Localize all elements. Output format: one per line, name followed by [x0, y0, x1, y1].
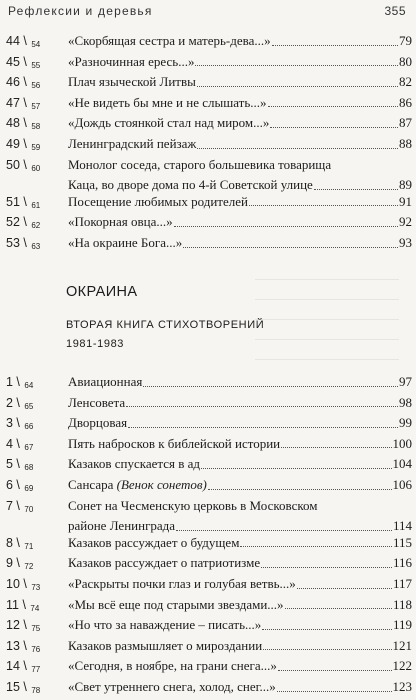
entry-number: [6, 477, 68, 498]
entry-title: [68, 498, 317, 515]
entry-separator: \: [12, 395, 24, 410]
entry-index: 14: [6, 659, 20, 674]
page-number: 355: [384, 4, 406, 18]
leader-dots: [183, 246, 398, 248]
entry-number: [6, 535, 68, 556]
entry-separator: \: [12, 556, 24, 571]
entry-title-text: Пять набросков к библейской истории: [68, 435, 281, 451]
entry-number: [6, 555, 68, 576]
entry-title-text: «Покорная овца...»: [68, 214, 173, 230]
entry-index: 11: [6, 597, 19, 612]
leader-dots: [297, 587, 392, 589]
entry-title: [68, 555, 260, 572]
entry-page: 93: [399, 234, 412, 250]
entry-number: [6, 235, 68, 256]
entry-title-text: «Сегодня, в ноябре, на грани снега...»: [68, 658, 277, 674]
entry-page: 99: [399, 415, 412, 431]
leader-dots: [277, 690, 392, 692]
toc-entry: [6, 576, 412, 597]
running-header: [8, 4, 408, 22]
entry-separator: \: [18, 597, 30, 612]
entry-sub-index: 65: [24, 401, 34, 411]
entry-separator: \: [19, 235, 31, 250]
entry-number: [6, 415, 68, 436]
entry-index: 48: [6, 116, 20, 131]
entry-separator: \: [19, 618, 31, 633]
entry-index: 3: [6, 416, 13, 431]
entry-index: 9: [6, 556, 13, 571]
entry-sub-index: 59: [31, 142, 41, 152]
entry-sub-index: 69: [24, 483, 34, 493]
entry-separator: \: [12, 375, 24, 389]
toc-entry: [6, 33, 412, 54]
entry-title: [68, 177, 313, 194]
entry-title: [68, 115, 269, 132]
entry-number: [6, 658, 68, 679]
toc-entry: [6, 597, 412, 618]
entry-separator: \: [19, 75, 31, 90]
entry-separator: \: [19, 576, 31, 591]
entry-title-text: Монолог соседа, старого большевика товарища: [68, 156, 332, 172]
entry-separator: \: [19, 95, 31, 110]
entry-number: [6, 54, 68, 75]
toc-entry: [6, 54, 412, 75]
entry-title-text: Плач языческой Литвы: [68, 74, 196, 90]
entry-sub-index: 78: [31, 685, 41, 695]
entry-number: [6, 679, 68, 700]
entry-page: 91: [399, 193, 412, 209]
entry-number: [6, 95, 68, 116]
leader-dots: [314, 188, 398, 190]
entry-sub-index: 76: [31, 644, 41, 654]
entry-title: [68, 535, 239, 552]
entry-page: 106: [392, 476, 412, 492]
entry-index: 15: [6, 679, 20, 694]
toc-entry: [6, 157, 412, 178]
entry-page: 80: [399, 53, 412, 69]
entry-number: [6, 576, 68, 597]
leader-dots: [197, 85, 398, 87]
entry-title: [68, 395, 125, 412]
entry-title-text: Сансара: [68, 476, 114, 492]
leader-dots: [249, 204, 398, 206]
entry-title-text: «Скорбящая сестра и матерь-дева...»: [68, 33, 271, 48]
toc-entry: [6, 74, 412, 95]
entry-sub-index: 60: [31, 163, 41, 173]
entry-sub-index: 55: [31, 60, 41, 70]
toc-entry: [6, 617, 412, 638]
bleed-through-shadow: [255, 268, 415, 368]
entry-title: [68, 638, 262, 655]
entry-title-text: «На окраине Бога...»: [68, 234, 183, 250]
entry-index: 12: [6, 618, 20, 633]
entry-index: 10: [6, 576, 20, 591]
entry-index: 49: [6, 136, 20, 151]
entry-sub-index: 61: [31, 200, 41, 210]
entry-separator: \: [19, 136, 31, 151]
entry-separator: \: [19, 215, 31, 230]
entry-separator: \: [12, 535, 24, 550]
entry-separator: \: [19, 659, 31, 674]
entry-sub-index: 73: [31, 582, 41, 592]
entry-page: 115: [392, 534, 412, 550]
leader-dots: [197, 147, 398, 149]
entry-separator: \: [12, 457, 24, 472]
entry-sub-index: 72: [24, 562, 34, 572]
entry-number: [6, 214, 68, 235]
entry-title-text: «Не видеть бы мне и не слышать...»: [68, 94, 267, 110]
entry-page: 87: [399, 115, 412, 131]
entry-title-text: Казаков спускается в ад: [68, 456, 200, 472]
entry-page: 88: [399, 135, 412, 151]
entry-number: [6, 436, 68, 457]
entry-title-text: Казаков рассуждает о патриотизме: [68, 555, 261, 571]
entry-sub-index: 64: [24, 381, 34, 390]
entry-index: 50: [6, 157, 20, 172]
entry-index: 2: [6, 395, 13, 410]
entry-title: [68, 679, 276, 696]
entry-title-text: «Дождь стоянкой стал над миром...»: [68, 115, 270, 131]
entry-title: [68, 74, 196, 91]
leader-dots: [126, 405, 398, 407]
entry-number: [6, 115, 68, 136]
entry-title: [68, 518, 175, 535]
entry-page: 118: [392, 596, 412, 612]
entry-sub-index: 77: [31, 665, 41, 675]
entry-number: [6, 597, 68, 618]
entry-number: [6, 33, 68, 54]
entry-index: 47: [6, 95, 20, 110]
entry-note: (Венок сонетов): [116, 476, 207, 492]
entry-number: [6, 456, 68, 477]
entry-title: [68, 194, 248, 211]
leader-dots: [262, 628, 392, 630]
leader-dots: [285, 607, 392, 609]
entry-title: [68, 214, 173, 231]
entry-sub-index: 66: [24, 422, 34, 432]
toc-entry: [6, 456, 412, 477]
entry-page: 123: [392, 678, 412, 694]
entry-title: [68, 157, 331, 174]
entry-title: [68, 436, 280, 453]
entry-page: 121: [392, 637, 412, 653]
entry-number: [6, 157, 68, 178]
entry-sub-index: 68: [24, 463, 34, 473]
entry-title-text: Посещение любимых родителей: [68, 193, 248, 209]
toc-entry: [6, 638, 412, 659]
entry-page: 117: [392, 575, 412, 591]
entry-separator: \: [19, 116, 31, 131]
entry-title-text: «Разночинная ересь...»: [68, 53, 195, 69]
entry-index: 51: [6, 194, 20, 209]
entry-title: [68, 374, 142, 391]
entry-number: [6, 395, 68, 416]
leader-dots: [272, 44, 398, 46]
toc-entry: [6, 115, 412, 136]
entry-title-text: «Но что за наваждение – писать...»: [68, 617, 262, 633]
leader-dots: [278, 669, 392, 671]
entry-sub-index: 63: [31, 241, 41, 251]
entry-page: 82: [399, 74, 412, 90]
entry-sub-index: 57: [31, 101, 41, 111]
leader-dots: [128, 426, 398, 428]
entry-page: 98: [399, 394, 412, 410]
entry-sub-index: 75: [31, 624, 41, 634]
leader-dots: [143, 385, 398, 387]
section-years: 1981-1983: [66, 338, 125, 350]
entry-separator: \: [19, 194, 31, 209]
entry-index: 7: [6, 498, 13, 513]
entry-title-text: районе Ленинграда: [68, 518, 176, 534]
entry-title: [68, 33, 271, 50]
entry-sub-index: 56: [31, 81, 41, 91]
entry-separator: \: [12, 498, 24, 513]
toc-entry: [6, 395, 412, 416]
leader-dots: [176, 529, 392, 531]
toc-entry: [6, 136, 412, 157]
entry-title-text: Казаков рассуждает о будущем: [68, 534, 240, 550]
leader-dots: [263, 648, 391, 650]
section-title: ОКРАИНА: [66, 284, 138, 300]
leader-dots: [240, 545, 392, 547]
toc-entry: [6, 498, 412, 519]
entry-title-text: Сонет на Чесменскую церковь в Московском: [68, 497, 318, 513]
section-subtitle: ВТОРАЯ КНИГА СТИХОТВОРЕНИЙ: [66, 319, 265, 331]
entry-title: [68, 576, 296, 593]
entry-page: 92: [399, 214, 412, 230]
toc-entry: [6, 535, 412, 556]
leader-dots: [261, 566, 392, 568]
running-title: Рефлексии и деревья: [8, 4, 153, 18]
entry-page: 100: [392, 435, 412, 451]
leader-dots: [174, 225, 398, 227]
toc-list-top: [6, 33, 412, 256]
toc-entry: [6, 235, 412, 256]
toc-entry: [6, 679, 412, 700]
toc-entry: [6, 177, 412, 194]
entry-index: 1: [6, 375, 13, 389]
entry-number: [6, 498, 68, 519]
toc-entry: [6, 477, 412, 498]
entry-separator: \: [19, 157, 31, 172]
leader-dots: [270, 126, 398, 128]
entry-number: [6, 136, 68, 157]
entry-title-text: «Свет утреннего снега, холод, снег...»: [68, 678, 276, 694]
entry-number: [6, 194, 68, 215]
entry-page: 79: [399, 33, 412, 48]
entry-sub-index: 70: [24, 504, 34, 514]
entry-index: 5: [6, 457, 13, 472]
entry-title: [68, 95, 267, 112]
entry-index: 44: [6, 34, 20, 48]
entry-sub-index: 74: [30, 603, 40, 613]
entry-index: 45: [6, 54, 20, 69]
entry-page: 86: [399, 94, 412, 110]
leader-dots: [208, 488, 392, 490]
entry-number: [6, 617, 68, 638]
entry-page: 119: [392, 617, 412, 633]
entry-separator: \: [19, 34, 31, 48]
entry-sub-index: 71: [24, 541, 34, 551]
entry-index: 53: [6, 235, 20, 250]
entry-page: 104: [392, 456, 412, 472]
entry-title: [68, 597, 284, 614]
entry-page: 97: [399, 374, 412, 389]
toc-list-bottom: [6, 374, 412, 700]
entry-title: [68, 617, 261, 634]
entry-number: [6, 74, 68, 95]
toc-entry: [6, 658, 412, 679]
entry-title: [68, 136, 196, 153]
toc-entry: [6, 415, 412, 436]
entry-title: [68, 235, 182, 252]
entry-number: [6, 374, 68, 395]
leader-dots: [268, 105, 398, 107]
entry-title: [68, 415, 127, 432]
entry-title-text: Дворцовая: [68, 415, 128, 431]
toc-entry: [6, 555, 412, 576]
entry-index: 13: [6, 638, 20, 653]
entry-title-text: «Мы всё еще под старыми звездами...»: [68, 596, 284, 612]
entry-page: 114: [392, 518, 412, 534]
entry-index: 8: [6, 535, 13, 550]
entry-separator: \: [12, 416, 24, 431]
entry-sub-index: 54: [31, 40, 41, 49]
entry-title-text: Каца, во дворе дома по 4-й Советской улице: [68, 177, 313, 193]
entry-separator: \: [12, 436, 24, 451]
entry-title: [68, 477, 207, 494]
entry-index: 52: [6, 215, 20, 230]
toc-entry: [6, 374, 412, 395]
toc-entry: [6, 436, 412, 457]
entry-separator: \: [19, 54, 31, 69]
leader-dots: [281, 446, 391, 448]
toc-entry: [6, 518, 412, 535]
entry-page: 89: [399, 177, 412, 193]
entry-title-text: Казаков размышляет о мироздании: [68, 637, 263, 653]
toc-entry: [6, 194, 412, 215]
toc-entry: [6, 95, 412, 116]
entry-sub-index: 62: [31, 221, 41, 231]
entry-title: [68, 54, 194, 71]
toc-entry: [6, 214, 412, 235]
leader-dots: [195, 64, 398, 66]
entry-separator: \: [19, 638, 31, 653]
entry-page: 116: [392, 555, 412, 571]
entry-number: [6, 638, 68, 659]
entry-sub-index: 58: [31, 122, 41, 132]
entry-title-text: «Раскрыты почки глаз и голубая ветвь...»: [68, 575, 296, 591]
entry-title-text: Ленсовета: [68, 394, 126, 410]
entry-separator: \: [12, 477, 24, 492]
entry-sub-index: 67: [24, 442, 34, 452]
entry-title-text: Авиационная: [68, 374, 143, 389]
entry-separator: \: [19, 679, 31, 694]
entry-title: [68, 456, 200, 473]
entry-index: 4: [6, 436, 13, 451]
entry-page: 122: [392, 658, 412, 674]
entry-index: 6: [6, 477, 13, 492]
entry-index: 46: [6, 75, 20, 90]
leader-dots: [201, 467, 392, 469]
entry-title-text: Ленинградский пейзаж: [68, 135, 197, 151]
